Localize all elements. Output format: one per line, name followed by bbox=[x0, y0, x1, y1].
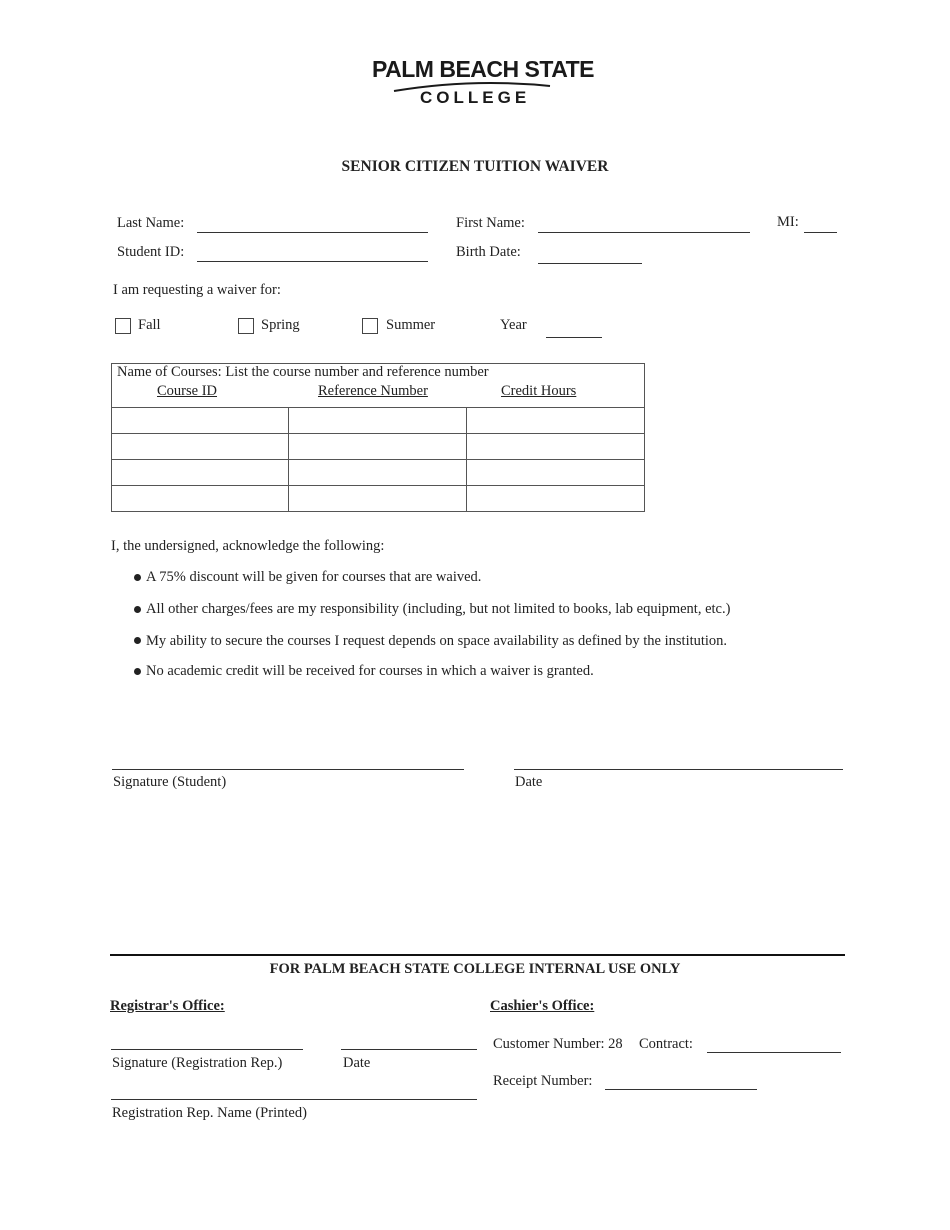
spring-checkbox[interactable] bbox=[238, 318, 254, 334]
student-date-field[interactable] bbox=[514, 769, 843, 770]
table-row bbox=[112, 408, 645, 434]
acknowledge-item: No academic credit will be received for courses in which a waiver is granted. bbox=[146, 663, 594, 679]
receipt-number-label: Receipt Number: bbox=[493, 1073, 593, 1089]
year-label: Year bbox=[500, 317, 527, 333]
birth-date-label: Birth Date: bbox=[456, 244, 521, 260]
credit-hours-cell[interactable] bbox=[467, 434, 645, 460]
course-id-cell[interactable] bbox=[112, 486, 289, 512]
registration-rep-signature-field[interactable] bbox=[111, 1049, 303, 1050]
registration-rep-name-label: Registration Rep. Name (Printed) bbox=[112, 1105, 307, 1121]
internal-heading: FOR PALM BEACH STATE COLLEGE INTERNAL USE ONLY bbox=[269, 961, 681, 977]
birth-date-field[interactable] bbox=[538, 263, 642, 264]
credit-hours-cell[interactable] bbox=[467, 408, 645, 434]
mi-label: MI: bbox=[777, 214, 799, 230]
bullet-icon bbox=[134, 637, 141, 644]
bullet-icon bbox=[134, 574, 141, 581]
registration-rep-name-field[interactable] bbox=[111, 1099, 477, 1100]
acknowledge-item: All other charges/fees are my responsibility (including, but not limited to books, lab equipment, etc.) bbox=[146, 601, 731, 617]
summer-checkbox[interactable] bbox=[362, 318, 378, 334]
registration-rep-signature-label: Signature (Registration Rep.) bbox=[112, 1055, 283, 1071]
last-name-label: Last Name: bbox=[117, 215, 185, 231]
student-signature-field[interactable] bbox=[112, 769, 464, 770]
fall-checkbox[interactable] bbox=[115, 318, 131, 334]
customer-number-label: Customer Number: 28 bbox=[493, 1036, 623, 1052]
table-row bbox=[112, 434, 645, 460]
student-date-label: Date bbox=[515, 774, 543, 790]
reference-number-cell[interactable] bbox=[289, 434, 467, 460]
contract-field[interactable] bbox=[707, 1052, 841, 1053]
credit-hours-header: Credit Hours bbox=[501, 383, 577, 399]
credit-hours-cell[interactable] bbox=[467, 460, 645, 486]
courses-table bbox=[111, 407, 645, 512]
bullet-icon bbox=[134, 606, 141, 613]
mi-field[interactable] bbox=[804, 232, 837, 233]
cashier-title: Cashier's Office: bbox=[490, 998, 595, 1014]
acknowledge-item: My ability to secure the courses I request depends on space availability as defined by the institution. bbox=[146, 633, 728, 649]
spring-label: Spring bbox=[261, 317, 300, 333]
first-name-label: First Name: bbox=[456, 215, 525, 231]
last-name-field[interactable] bbox=[197, 232, 428, 233]
reference-number-header: Reference Number bbox=[318, 383, 428, 399]
summer-label: Summer bbox=[386, 317, 436, 333]
table-row bbox=[112, 460, 645, 486]
credit-hours-cell[interactable] bbox=[467, 486, 645, 512]
course-id-cell[interactable] bbox=[112, 460, 289, 486]
registration-date-field[interactable] bbox=[341, 1049, 477, 1050]
course-id-cell[interactable] bbox=[112, 408, 289, 434]
year-field[interactable] bbox=[546, 337, 602, 338]
fall-label: Fall bbox=[138, 317, 161, 333]
bullet-icon bbox=[134, 668, 141, 675]
courses-caption: Name of Courses: List the course number and reference number bbox=[117, 364, 489, 380]
form-title: SENIOR CITIZEN TUITION WAIVER bbox=[341, 158, 609, 175]
internal-divider bbox=[110, 954, 845, 956]
table-row bbox=[112, 486, 645, 512]
student-signature-label: Signature (Student) bbox=[113, 774, 227, 790]
student-id-field[interactable] bbox=[197, 261, 428, 262]
reference-number-cell[interactable] bbox=[289, 408, 467, 434]
receipt-number-field[interactable] bbox=[605, 1089, 757, 1090]
contract-label: Contract: bbox=[639, 1036, 693, 1052]
college-logo-subtitle: COLLEGE bbox=[420, 88, 531, 107]
registrar-title: Registrar's Office: bbox=[110, 998, 225, 1014]
first-name-field[interactable] bbox=[538, 232, 750, 233]
course-id-header: Course ID bbox=[157, 383, 218, 399]
reference-number-cell[interactable] bbox=[289, 460, 467, 486]
registration-date-label: Date bbox=[343, 1055, 371, 1071]
course-id-cell[interactable] bbox=[112, 434, 289, 460]
acknowledge-item: A 75% discount will be given for courses that are waived. bbox=[146, 569, 482, 585]
student-id-label: Student ID: bbox=[117, 244, 185, 260]
request-label: I am requesting a waiver for: bbox=[113, 282, 281, 298]
acknowledge-intro: I, the undersigned, acknowledge the following: bbox=[111, 538, 385, 554]
college-logo-name: PALM BEACH STATE bbox=[372, 56, 594, 82]
reference-number-cell[interactable] bbox=[289, 486, 467, 512]
